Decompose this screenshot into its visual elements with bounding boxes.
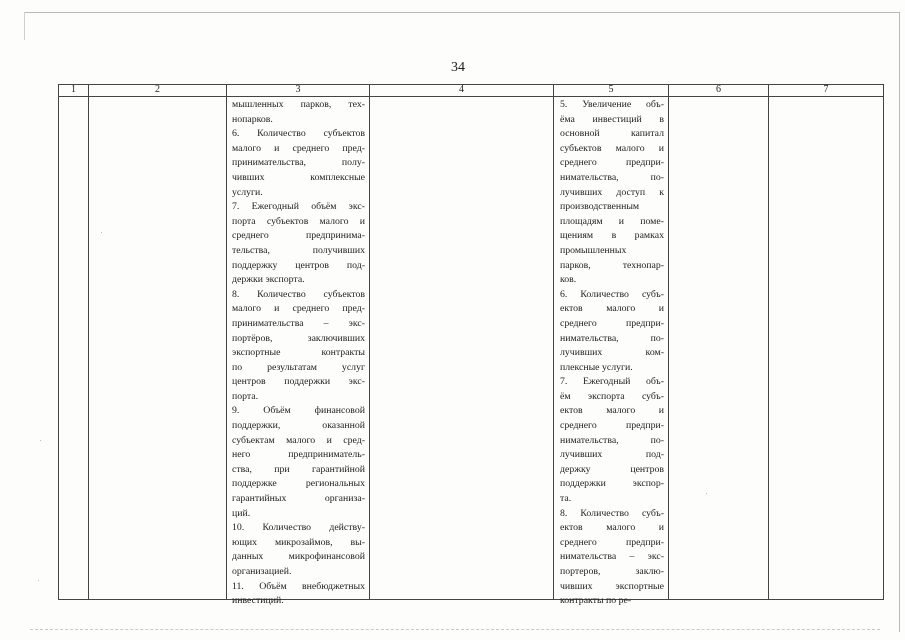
text-line: 7. Ежегодный объ- <box>560 376 664 388</box>
text-line: тельства, получивших <box>232 244 365 256</box>
text-line: держку центров <box>560 463 664 475</box>
scan-border-top <box>24 12 900 13</box>
scan-speck <box>40 440 41 441</box>
text-line: 8. Количество субъ- <box>560 507 664 519</box>
text-line: поддержку центров под- <box>232 259 365 271</box>
text-line: поддержке региональных <box>232 478 365 490</box>
column-header: 6 <box>716 84 721 95</box>
text-line: 6. Количество субъектов <box>232 128 365 140</box>
text-line: нимательства – экс- <box>560 551 664 563</box>
column-rule <box>369 84 370 600</box>
text-line: среднего предпри- <box>560 317 664 329</box>
text-line: экспортные контракты <box>232 347 365 359</box>
indicators-column-5 <box>560 98 664 609</box>
column-header: 2 <box>155 84 160 95</box>
text-line: портёров, заключивших <box>232 332 365 344</box>
text-line: контракты по ре- <box>560 595 632 607</box>
text-line: него предприниматель- <box>232 449 365 461</box>
text-line: порта. <box>232 390 259 402</box>
column-header: 5 <box>608 84 614 95</box>
column-rule <box>553 84 554 600</box>
text-line: субъектов малого и <box>560 142 664 154</box>
column-rule <box>88 84 89 600</box>
text-line: 5. Увеличение объ- <box>560 99 664 110</box>
text-line: промышленных <box>560 244 627 256</box>
text-line: плексные услуги. <box>560 361 633 373</box>
text-line: малого и среднего пред- <box>232 303 365 315</box>
indicators-column-3 <box>232 98 365 609</box>
text-line: ектов малого и <box>560 522 664 534</box>
text-line: центров поддержки экс- <box>232 376 365 388</box>
text-line: 10. Количество действу- <box>232 522 365 534</box>
column-header: 3 <box>295 84 301 95</box>
column-header: 4 <box>459 84 464 95</box>
text-line: среднего предпри- <box>560 420 664 432</box>
text-line: нимательства, по- <box>560 171 664 183</box>
text-line: площадям и поме- <box>560 215 664 227</box>
text-line: ций. <box>232 507 251 519</box>
text-line: ектов малого и <box>560 303 664 315</box>
text-line: 9. Объём финансовой <box>232 405 365 417</box>
text-line: ём экспорта субъ- <box>560 390 664 402</box>
scan-border-right <box>899 12 900 632</box>
scan-speck <box>101 232 102 233</box>
text-line: ства, при гарантийной <box>232 463 365 475</box>
text-line: данных микрофинансовой <box>232 551 365 563</box>
text-line: лучивших ком- <box>560 347 664 359</box>
text-line: гарантийных организа- <box>232 493 365 505</box>
column-rule <box>768 84 769 600</box>
text-line: поддержки экспор- <box>560 478 664 490</box>
text-line: порта субъектов малого и <box>232 215 365 227</box>
text-line: ектов малого и <box>560 405 664 417</box>
text-line: лучивших под- <box>560 449 664 461</box>
text-line: услуги. <box>232 186 263 198</box>
text-line: лучивших доступ к <box>560 186 664 198</box>
data-table <box>58 84 884 607</box>
text-line: та. <box>560 493 572 505</box>
text-line: среднего предпринима- <box>232 230 365 242</box>
text-line: инвестиций. <box>232 595 284 607</box>
column-header: 7 <box>823 84 829 95</box>
text-line: ёма инвестиций в <box>560 113 664 125</box>
scan-speck <box>38 580 39 581</box>
text-line: чивших комплексные <box>232 171 365 183</box>
text-line: субъектам малого и сред- <box>232 434 365 446</box>
text-line: ющих микрозаймов, вы- <box>232 536 365 548</box>
scan-border-left <box>24 12 25 40</box>
column-header: 1 <box>71 84 76 95</box>
text-line: по результатам услуг <box>232 361 365 373</box>
text-line: малого и среднего пред- <box>232 142 365 154</box>
text-line: среднего предпри- <box>560 536 664 548</box>
text-line: 11. Объём внебюджетных <box>232 580 365 592</box>
scan-edge-noise <box>30 629 880 633</box>
text-line: организацией. <box>232 566 292 577</box>
header-bottom-rule <box>58 96 884 97</box>
text-line: 6. Количество субъ- <box>560 288 664 300</box>
page-number: 34 <box>451 60 465 75</box>
text-line: ков. <box>560 274 577 286</box>
text-line: принимательства, полу- <box>232 157 365 169</box>
text-line: щениям в рамках <box>560 230 664 242</box>
text-line: поддержки, оказанной <box>232 420 365 432</box>
text-line: нимательства, по- <box>560 434 664 446</box>
column-rule <box>668 84 669 600</box>
text-line: нопарков. <box>232 113 273 125</box>
text-line: принимательства – экс- <box>232 317 365 329</box>
text-line: 8. Количество субъектов <box>232 288 365 300</box>
column-rule <box>883 84 884 600</box>
text-line: нимательства, по- <box>560 332 664 344</box>
table-bottom-rule <box>58 599 884 600</box>
text-line: держки экспорта. <box>232 274 305 286</box>
text-line: чивших экспортные <box>560 580 664 592</box>
text-line: 7. Ежегодный объём экс- <box>232 201 365 213</box>
scan-speck <box>706 493 707 494</box>
text-line: среднего предпри- <box>560 157 664 169</box>
text-line: производственным <box>560 201 640 213</box>
text-line: мышленных парков, тех- <box>232 99 365 110</box>
column-rule <box>226 84 227 600</box>
text-line: основной капитал <box>560 128 664 140</box>
text-line: парков, технопар- <box>560 259 664 271</box>
text-line: портеров, заклю- <box>560 566 664 577</box>
column-rule <box>58 84 59 600</box>
